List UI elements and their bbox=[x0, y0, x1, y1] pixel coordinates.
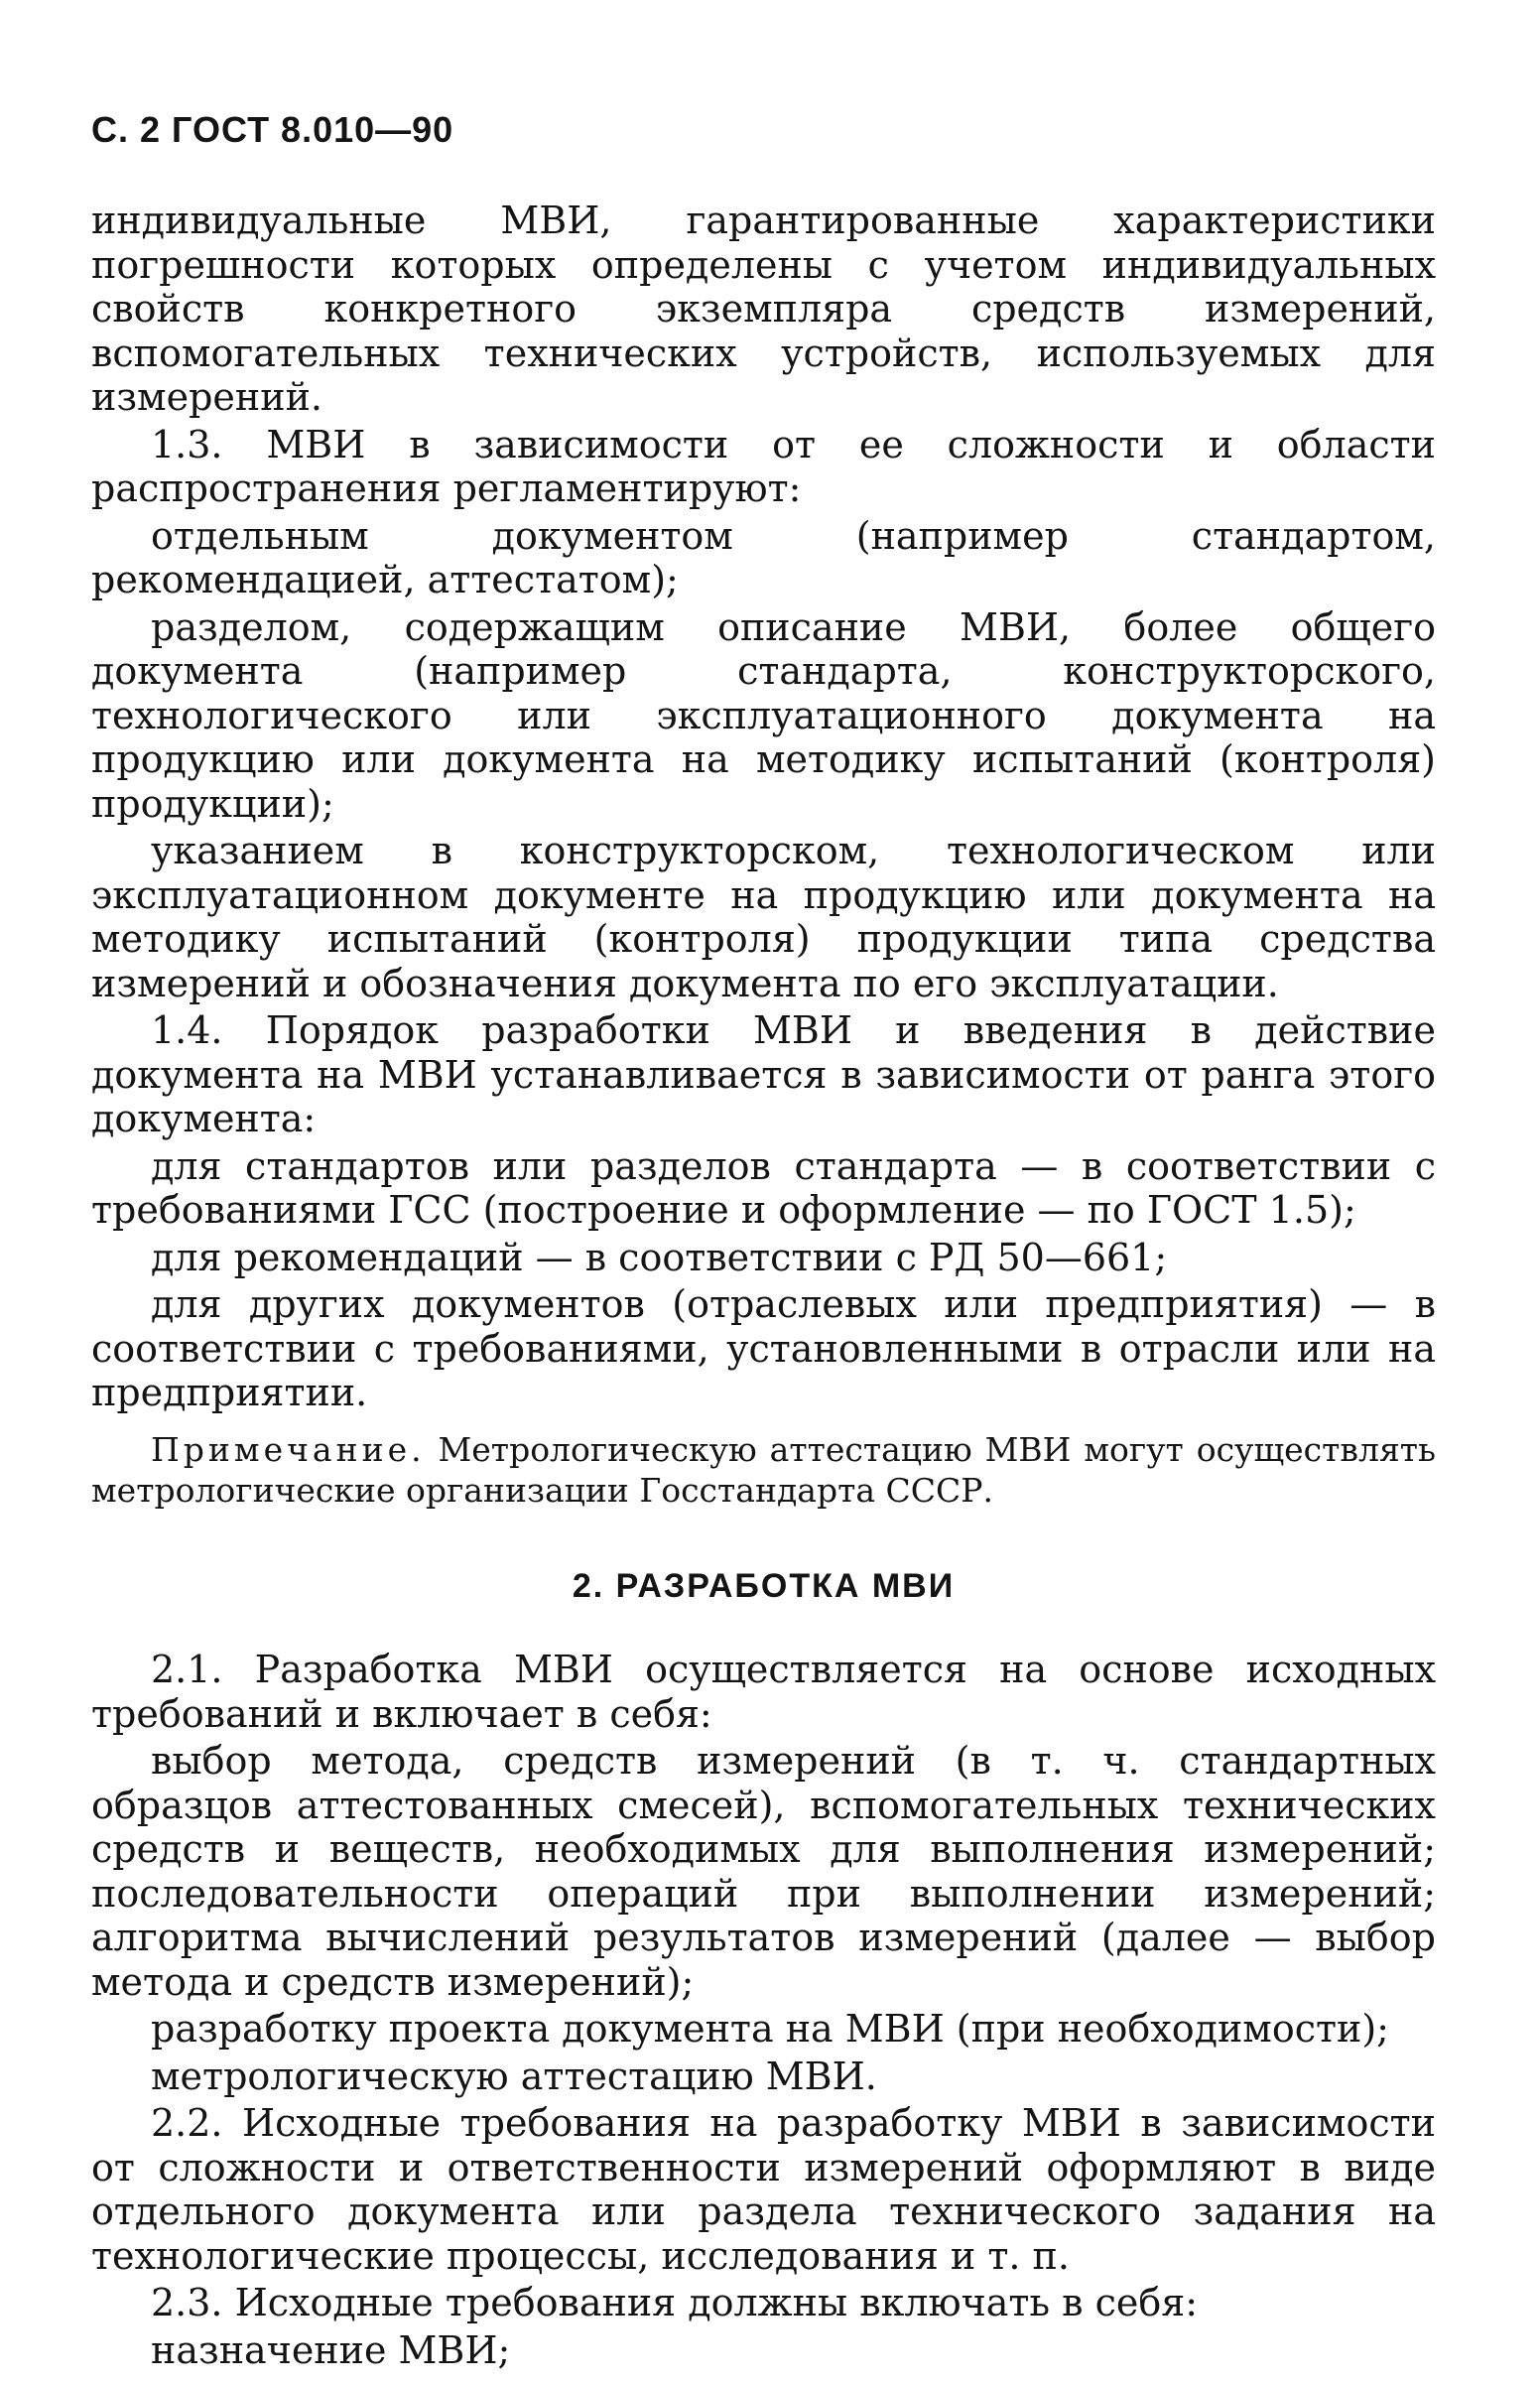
list-item-other-documents: для других документов (отраслевых или предприятия) — в соответствии с требованиями, установленными в отрасли или на предприятии. bbox=[91, 1282, 1436, 1414]
list-item-recommendations: для рекомендаций — в соответствии с РД 50—661; bbox=[151, 1235, 1168, 1279]
document-body bbox=[91, 199, 1436, 2375]
paragraph-1-4: 1.4. Порядок разработки МВИ и введения в действие документа на МВИ устанавливается в зависимости от ранга этого документа: bbox=[91, 1008, 1436, 1140]
note bbox=[91, 1429, 1436, 1511]
section-title: 2. РАЗРАБОТКА МВИ bbox=[572, 1566, 956, 1605]
paragraph-2-3: 2.3. Исходные требования должны включать в себя: bbox=[151, 2281, 1199, 2324]
page-header: С. 2 ГОСТ 8.010—90 bbox=[91, 109, 454, 150]
paragraph-1-3: 1.3. МВИ в зависимости от ее сложности и области распространения регламентируют: bbox=[91, 422, 1436, 510]
paragraph-2-2: 2.2. Исходные требования на разработку МВИ в зависимости от сложности и ответственности измерений оформляют в виде отдельного документа или раздела технического задания на технологические процессы, исследования и т. п. bbox=[91, 2101, 1436, 2278]
list-item-indication: указанием в конструкторском, технологическом или эксплуатационном документе на продукцию или документа на методику испытаний (контроля) продукции типа средства измерений и обозначения документа по его эксплуатации. bbox=[91, 829, 1436, 1005]
paragraph-1: индивидуальные МВИ, гарантированные характеристики погрешности которых определены с учетом индивидуальных свойств конкретного экземпляра средств измерений, вспомогательных технических устройств, используемых для измерений. bbox=[91, 199, 1436, 419]
list-item-project-draft: разработку проекта документа на МВИ (при необходимости); bbox=[151, 2007, 1389, 2051]
list-item-standards: для стандартов или разделов стандарта — в соответствии с требованиями ГСС (построение и оформление — по ГОСТ 1.5); bbox=[91, 1143, 1436, 1232]
paragraph-2-1: 2.1. Разработка МВИ осуществляется на основе исходных требований и включает в себя: bbox=[91, 1648, 1436, 1736]
list-item-separate-document: отдельным документом (например стандартом, рекомендацией, аттестатом); bbox=[91, 513, 1436, 601]
list-item-attestation: метрологическую аттестацию МВИ. bbox=[151, 2054, 877, 2098]
list-item-method-selection: выбор метода, средств измерений (в т. ч. стандартных образцов аттестованных смесей), вспомогательных технических средств и веществ, необходимых для выполнения измерений; последовательности операций при выполнении измерений; алгоритма вычислений результатов измерений (далее — выбор метода и средств измерений); bbox=[91, 1739, 1436, 2004]
list-item-section: разделом, содержащим описание МВИ, более общего документа (например стандарта, конструкторского, технологического или эксплуатационного документа на продукцию или документа на методику испытаний (контроля) продукции); bbox=[91, 604, 1436, 826]
note-text: Метрологическую аттестацию МВИ могут осуществлять метрологические организации Госстандарта СССР. bbox=[91, 1429, 1436, 1510]
list-item-purpose: назначение МВИ; bbox=[151, 2327, 511, 2372]
note-label: Примечание. bbox=[151, 1429, 426, 1469]
